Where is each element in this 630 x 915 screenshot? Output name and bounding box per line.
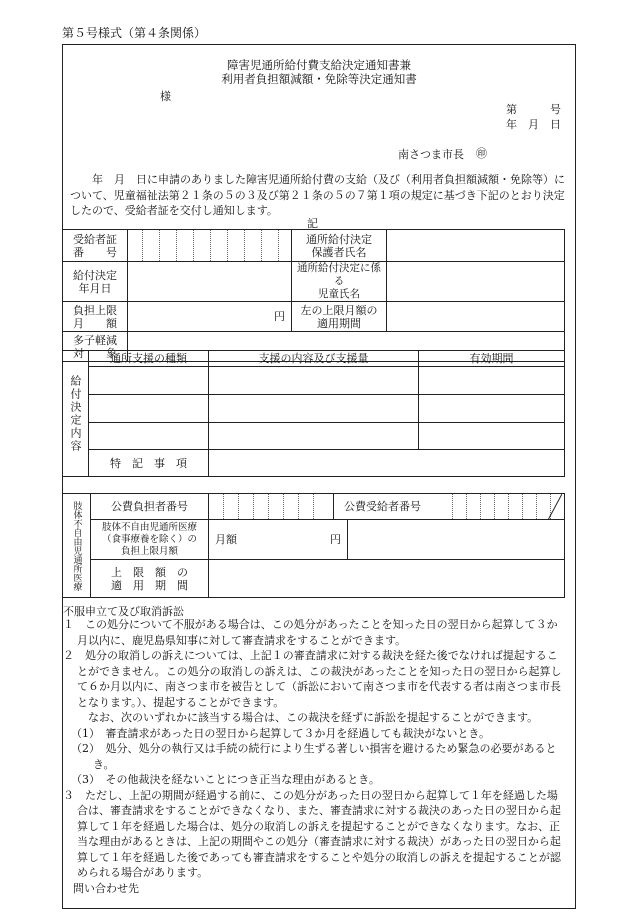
special-notes-label: 特 記 事 項 bbox=[89, 450, 209, 477]
diagonal-line bbox=[548, 494, 562, 520]
addressee-suffix: 様 bbox=[160, 90, 171, 103]
service-detail-cell[interactable] bbox=[209, 395, 419, 423]
recipient-no-field[interactable] bbox=[128, 230, 292, 262]
limit-amount-label: 負担上限 月 額 bbox=[63, 302, 128, 332]
col-validity: 有効期間 bbox=[419, 351, 565, 367]
special-notes-field[interactable] bbox=[209, 450, 565, 477]
yen-unit: 円 bbox=[274, 310, 285, 323]
guardian-name-label: 通所給付決定 保護者氏名 bbox=[292, 230, 387, 262]
recipient-pub-no-area bbox=[334, 494, 565, 520]
child-name-field[interactable] bbox=[387, 262, 565, 302]
col-service-type: 通所支援の種類 bbox=[89, 351, 209, 367]
monthly-label: 月額 bbox=[215, 533, 237, 546]
benefit-content-label: 給付決定内容 bbox=[63, 351, 89, 477]
title-line-2: 利用者負担額減額・免除等決定通知書 bbox=[221, 72, 417, 86]
medical-limit-field[interactable] bbox=[209, 520, 348, 560]
validity-cell[interactable] bbox=[419, 423, 565, 450]
form-number: 第５号様式（第４条関係） bbox=[62, 26, 207, 40]
info-table bbox=[62, 229, 565, 362]
service-detail-cell[interactable] bbox=[209, 423, 419, 450]
appeal-title: 不服申立て及び取消訴訟 bbox=[63, 605, 184, 618]
validity-cell[interactable] bbox=[419, 395, 565, 423]
col-service-detail: 支援の内容及び支援量 bbox=[209, 351, 419, 367]
ki-label: 記 bbox=[307, 217, 318, 230]
yen-unit: 円 bbox=[330, 533, 341, 546]
medical-limit-extra[interactable] bbox=[348, 520, 565, 560]
guardian-name-field[interactable] bbox=[387, 230, 565, 262]
note-item: （1） 審査請求があった日の翌日から起算して３か月を経過しても裁決がないとき。 bbox=[71, 726, 490, 740]
multi-child-label: 多子軽減 対 象 bbox=[63, 332, 128, 362]
document-number: 第 号 bbox=[506, 103, 561, 116]
issuer-name: 南さつま市長 bbox=[398, 148, 464, 161]
benefit-table bbox=[62, 350, 565, 477]
limit-period2-field[interactable] bbox=[209, 560, 565, 598]
payer-no-field[interactable] bbox=[209, 494, 334, 520]
note-item: なお、次のいずれかに該当する場合は、この裁決を経ずに訴訟を提起することができます。 bbox=[77, 711, 539, 724]
seal-mark: ㊞ bbox=[476, 147, 487, 160]
medical-limit-label: 肢体不自由児通所医療 （食事療養を除く）の 負担上限月額 bbox=[91, 520, 209, 560]
service-detail-cell[interactable] bbox=[209, 367, 419, 395]
service-type-cell[interactable] bbox=[89, 395, 209, 423]
decision-date-label: 給付決定 年月日 bbox=[63, 262, 128, 302]
intro-text: 年 月 日に申請のありました障害児通所給付費の支給（及び（利用者負担額減額・免除等）について、児童福祉法第２１条の５の３及び第２１条の５の７第１項の規定に基づき下記のとおり決定したので、受給者証を交付し通知します。 bbox=[70, 173, 565, 217]
contact-label: 問い合わせ先 bbox=[73, 882, 139, 895]
document-date: 年 月 日 bbox=[506, 118, 561, 131]
recipient-no-label: 受給者証 番 号 bbox=[63, 230, 128, 262]
limit-amount-field[interactable] bbox=[128, 302, 292, 332]
medical-table bbox=[62, 493, 565, 598]
note-item: ２ 処分の取消しの訴えについては、上記１の審査請求に対する裁決を経た後でなければ提起することができません。この処分の取消しの訴えは、この裁決があったことを知った日の翌日から起算して６か月以内に、南さつま市を被告として（訴訟において南さつま市を代表する者は南さつま市長となります。）、提起することができます。 bbox=[63, 649, 562, 709]
limit-period-field[interactable] bbox=[387, 302, 565, 332]
decision-date-field[interactable] bbox=[128, 262, 292, 302]
physical-side-label: 肢体不自由児通所医療 bbox=[63, 494, 91, 598]
recipient-pub-no-label: 公費受給者番号 bbox=[344, 500, 421, 513]
note-item: ３ ただし、上記の期間が経過する前に、この処分があった日の翌日から起算して１年を経過した場合は、審査請求をすることができなくなり、また、審査請求に対する裁決のあった日の翌日から起算して１年を経過した場合は、処分の取消しの訴えを提起することができなくなります。なお、正当な理由があるときは、上記の期間やこの処分（審査請求に対する裁決）があった日の翌日から起算して１年を経過した後であっても審査請求をすることや処分の取消しの訴えを提起することが認められる場合があります。 bbox=[63, 788, 561, 879]
service-type-cell[interactable] bbox=[89, 423, 209, 450]
limit-period2-label: 上 限 額 の 適 用 期 間 bbox=[91, 560, 209, 598]
appeal-notes bbox=[63, 617, 567, 881]
title-line-1: 障害児通所給付費支給決定通知書兼 bbox=[227, 58, 411, 72]
limit-period-label: 左の上限月額の 適用期間 bbox=[292, 302, 387, 332]
child-name-label: 通所給付決定に係る 児童氏名 bbox=[292, 262, 387, 302]
payer-no-label: 公費負担者番号 bbox=[91, 494, 209, 520]
note-item: １ この処分について不服がある場合は、この処分があったことを知った日の翌日から起算して３か月以内に、鹿児島県知事に対して審査請求をすることができます。 bbox=[63, 618, 558, 647]
service-type-cell[interactable] bbox=[89, 367, 209, 395]
note-item: （3） その他裁決を経ないことにつき正当な理由があるとき。 bbox=[71, 773, 380, 786]
note-item: （2） 処分、処分の執行又は手続の続行により生ずる著しい損害を避けるため緊急の必要があるとき。 bbox=[71, 742, 557, 771]
validity-cell[interactable] bbox=[419, 367, 565, 395]
